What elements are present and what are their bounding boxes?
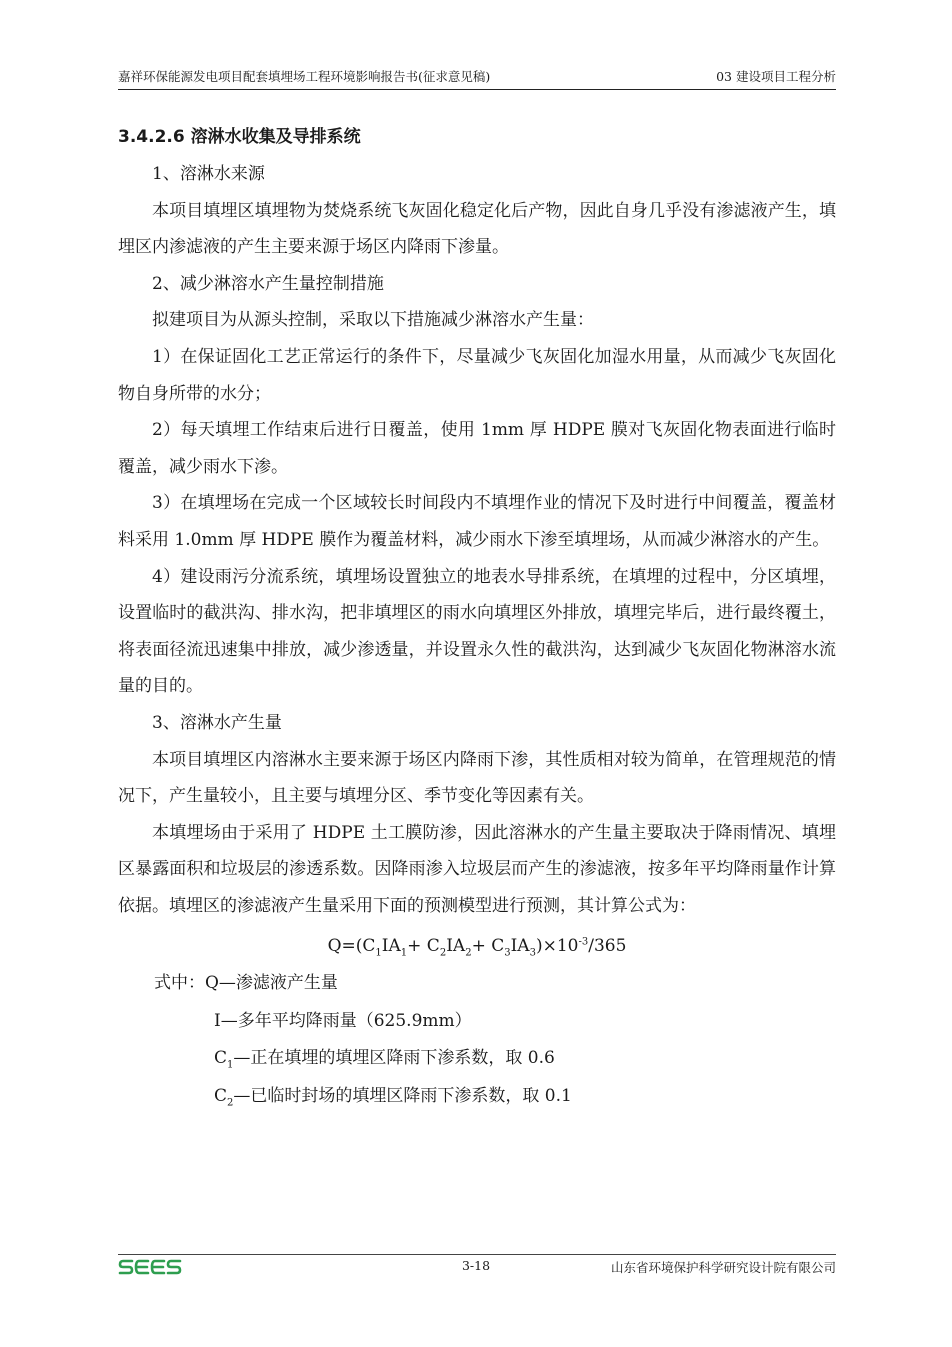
definition-i: I—多年平均降雨量（625.9mm） (214, 1010, 472, 1031)
list-item: 3）在填埋场在完成一个区域较长时间段内不填埋作业的情况下及时进行中间覆盖，覆盖材料采用 1.0mm 厚 HDPE 膜作为覆盖材料，减少雨水下渗至填埋场，从而减少淋溶水的产生。 (118, 493, 836, 550)
section-title: 3.4.2.6 溶淋水收集及导排系统 (118, 127, 361, 147)
definition-q: 式中：Q—渗滤液产生量 (154, 973, 338, 994)
list-item: 4）建设雨污分流系统，填埋场设置独立的地表水导排系统，在填埋的过程中，分区填埋，设置临时的截洪沟、排水沟，把非填埋区的雨水向填埋区外排放，填埋完毕后，进行最终覆土，将表面径流迅速集中排放，减少渗透量，并设置永久性的截洪沟，达到减少飞灰固化物淋溶水流量的目的。 (118, 566, 836, 697)
formula: $Q=(C_1IA_1+ C_2IA_2+ C_3IA_3)\times 10^{-3}/365$ (327, 936, 627, 959)
paragraph: 本项目填埋区填埋物为焚烧系统飞灰固化稳定化后产物，因此自身几乎没有渗滤液产生，填埋区内渗滤液的产生主要来源于场区内降雨下渗量。 (118, 200, 836, 258)
header-divider (118, 89, 836, 90)
header-document-title: 嘉祥环保能源发电项目配套填埋场工程环境影响报告书(征求意见稿) (118, 69, 491, 84)
definition-c2: $C_2—$已临时封场的填埋区降雨下渗系数，取 0.1 (214, 1085, 572, 1108)
paragraph: 本填埋场由于采用了 HDPE 土工膜防渗，因此溶淋水的产生量主要取决于降雨情况、填埋区暴露面积和垃圾层的渗透系数。因降雨渗入垃圾层而产生的渗滤液，按多年平均降雨量作计算依据。填埋区的渗滤液产生量采用下面的预测模型进行预测，其计算公式为： (118, 822, 836, 916)
footer-divider (118, 1254, 836, 1255)
page-body (118, 118, 836, 1115)
list-item: 1）在保证固化工艺正常运行的条件下，尽量减少飞灰固化加湿水用量，从而减少飞灰固化物自身所带的水分； (118, 346, 836, 404)
subheading-quantity: 3、溶淋水产生量 (152, 712, 282, 733)
footer-organization: 山东省环境保护科学研究设计院有限公司 (610, 1260, 836, 1275)
definition-c1: $C_1—$正在填埋的填埋区降雨下渗系数，取 0.6 (214, 1048, 555, 1071)
header-chapter-title: 03 建设项目工程分析 (716, 69, 836, 84)
subheading-source: 1、溶淋水来源 (152, 164, 265, 184)
page-number: 3-18 (461, 1258, 491, 1273)
paragraph: 拟建项目为从源头控制，采取以下措施减少淋溶水产生量： (152, 310, 594, 331)
subheading-measures: 2、减少淋溶水产生量控制措施 (152, 273, 384, 294)
page-header (118, 66, 836, 88)
list-item: 2）每天填埋工作结束后进行日覆盖，使用 1mm 厚 HDPE 膜对飞灰固化物表面进行临时覆盖，减少雨水下渗。 (118, 420, 836, 477)
paragraph: 本项目填埋区内溶淋水主要来源于场区内降雨下渗，其性质相对较为简单，在管理规范的情况下，产生量较小，且主要与填埋分区、季节变化等因素有关。 (118, 749, 836, 807)
